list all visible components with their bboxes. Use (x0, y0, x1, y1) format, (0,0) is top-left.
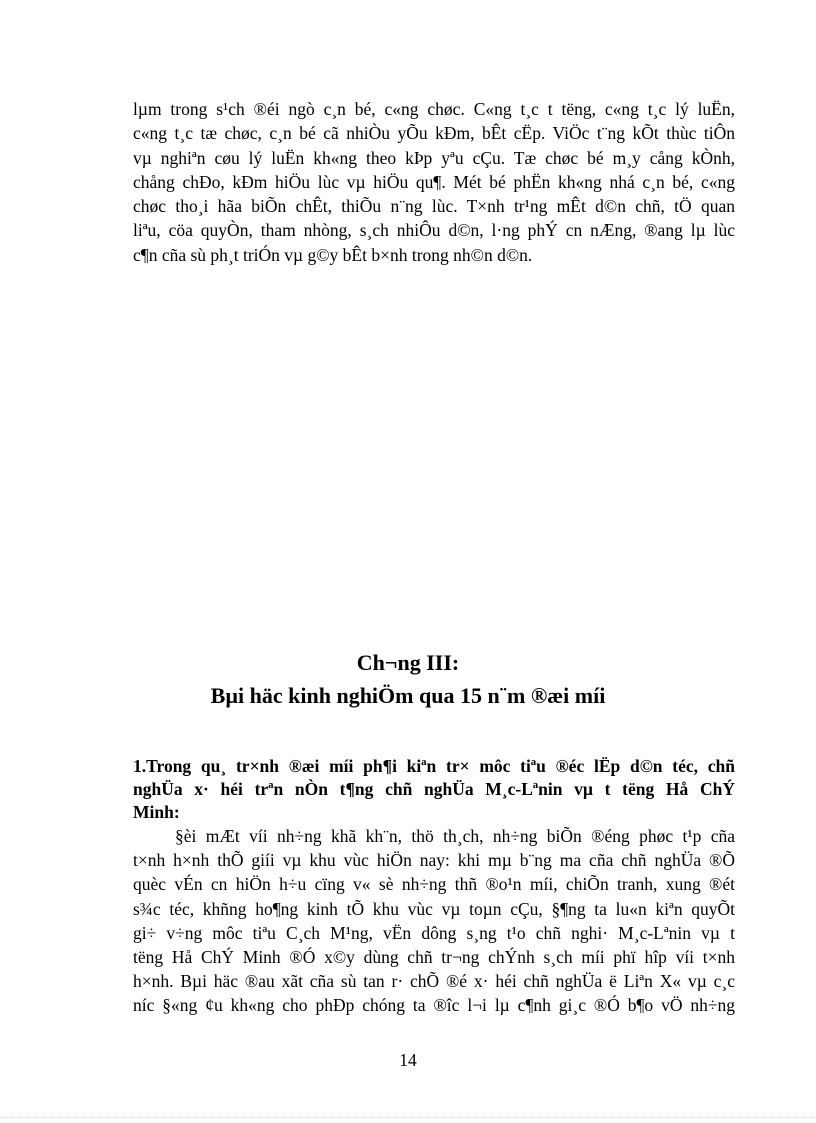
text-line: tëng Hå ChÝ Minh ®Ó x©y dùng chñ tr¬ng chÝnh s¸ch míi phï hîp víi t×nh (133, 947, 735, 968)
text-line: quèc vÉn cn hiÖn h÷u cïng v« sè nh÷ng thñ ®o¹n míi, chiÕn tranh, xung ®ét (133, 874, 735, 895)
page-edge-divider (0, 1117, 816, 1118)
top-paragraph (133, 97, 735, 267)
text-line: c¶n cña sù ph¸t triÓn vµ g©y bÊt b×nh trong nh©n d©n. (133, 244, 533, 265)
text-line: chång chÐo, kÐm hiÖu lùc vµ hiÖu qu¶. Mét bé phËn kh«ng nhá c¸n bé, c«ng (133, 171, 735, 192)
text-line: c«ng t¸c tæ chøc, c¸n bé cã nhiÒu yÕu kÐm, bÊt cËp. ViÖc t¨ng kÕt thùc tiÔn (133, 123, 735, 144)
heading-line: 1.Trong qu¸ tr×nh ®æi míi ph¶i kiªn tr× môc tiªu ®éc lËp d©n téc, chñ (133, 756, 735, 776)
text-line: gi÷ v÷ng môc tiªu C¸ch M¹ng, vËn dông s¸ng t¹o chñ nghi· M¸c-Lªnin vµ t (133, 922, 735, 943)
section-heading (133, 755, 735, 824)
text-line: liªu, cöa quyÒn, tham nhòng, s¸ch nhiÔu d©n, l·ng phÝ cn nÆng, ®ang lµ lùc (133, 220, 735, 241)
text-line: chøc tho¸i hãa biÕn chÊt, thiÕu n¨ng lùc. T×nh tr¹ng mÊt d©n chñ, tÖ quan (133, 196, 735, 217)
text-line: §èi mÆt víi nh÷ng khã kh¨n, thö th¸ch, nh÷ng biÕn ®éng phøc t¹p cña (175, 826, 735, 846)
text-line: níc §«ng ¢u kh«ng cho phÐp chóng ta ®îc l¬i lµ c¶nh gi¸c ®Ó b¶o vÖ nh÷ng (133, 995, 735, 1016)
text-line: lµm trong s¹ch ®éi ngò c¸n bé, c«ng chøc. C«ng t¸c t tëng, c«ng t¸c lý luËn, (133, 99, 735, 119)
body-paragraph (133, 824, 735, 1018)
chapter-subtitle: Bµi häc kinh nghiÖm qua 15 n¨m ®æi míi (210, 683, 606, 708)
text-line: vµ nghiªn cøu lý luËn kh«ng theo kÞp yªu cÇu. Tæ chøc bé m¸y cång kÒnh, (133, 147, 735, 168)
text-line: s¾c téc, khñng ho¶ng kinh tÕ khu vùc vµ toµn cÇu, §¶ng ta lu«n kiªn quyÕt (133, 898, 735, 919)
heading-line: Minh: (133, 802, 180, 822)
heading-line: nghÜa x· héi trªn nÒn t¶ng chñ nghÜa M¸c-Lªnin vµ t tëng Hå ChÝ (133, 779, 735, 799)
page-number: 14 (399, 1050, 417, 1070)
text-line: t×nh h×nh thÕ giíi vµ khu vùc hiÖn nay: khi mµ b¨ng ma cña chñ nghÜa ®Õ (133, 850, 735, 871)
chapter-title: Ch¬ng III: (356, 650, 460, 675)
text-line: h×nh. Bµi häc ®au xãt cña sù tan r· chÕ ®é x· héi chñ nghÜa ë Liªn X« vµ c¸c (133, 971, 735, 992)
